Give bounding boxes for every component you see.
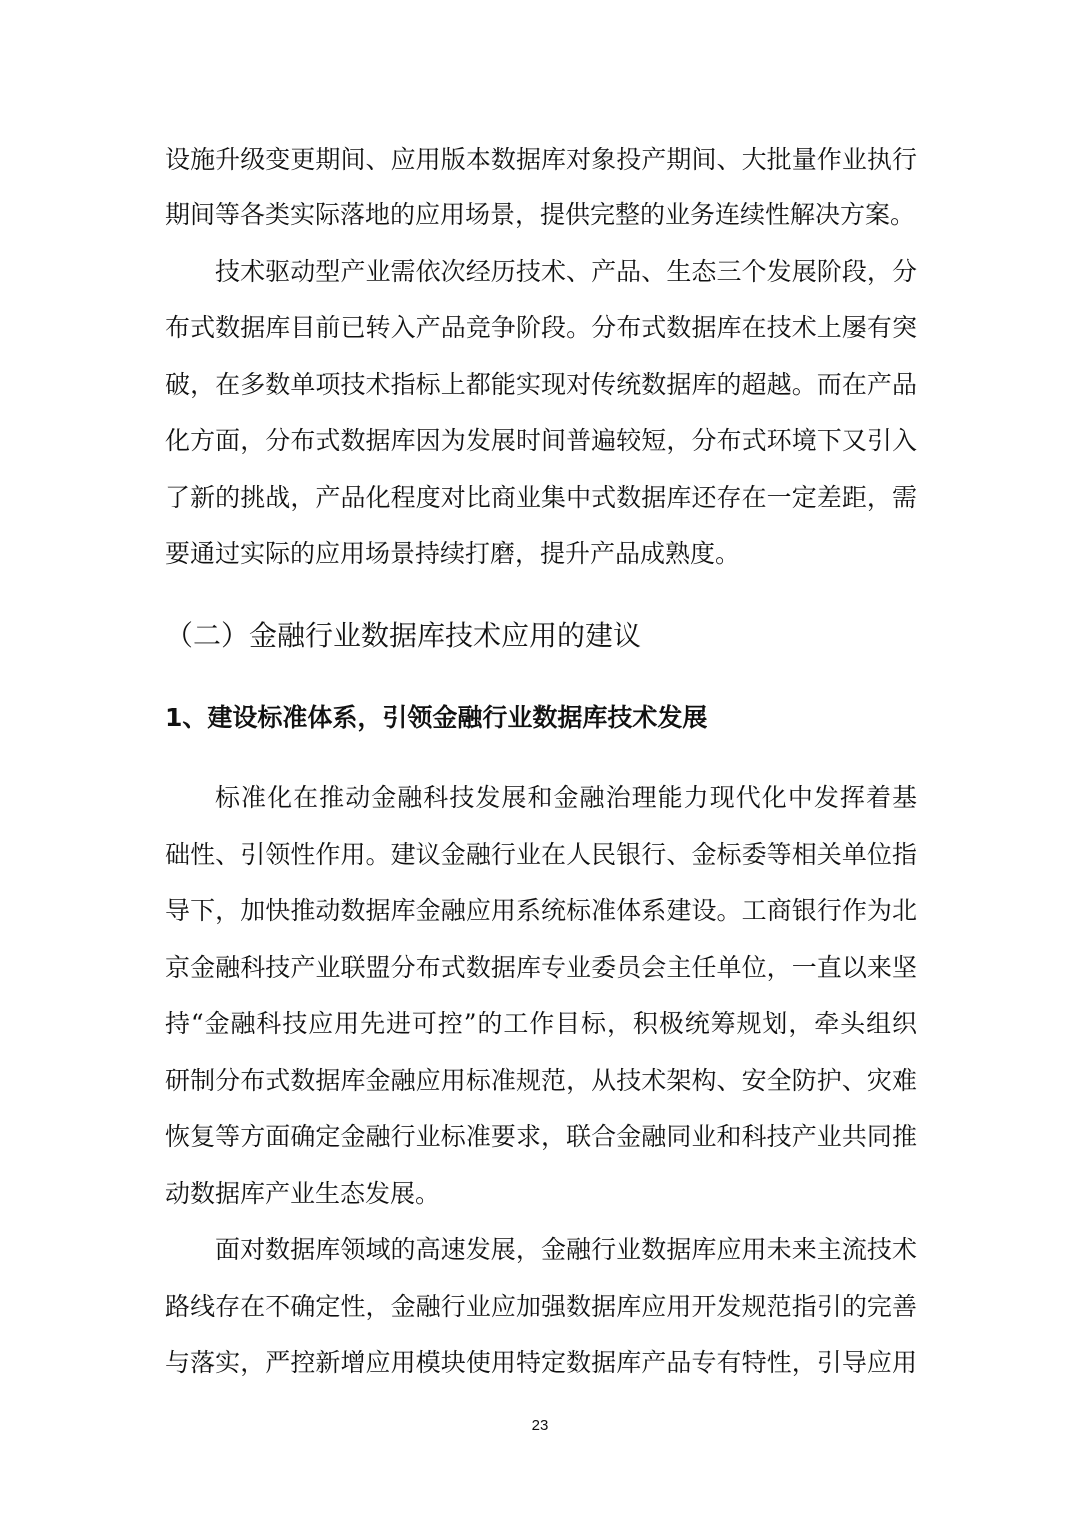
paragraph-line: 面对数据库领域的高速发展，金融行业数据库应用未来主流技术 xyxy=(215,1235,917,1264)
paragraph-line: 导下，加快推动数据库金融应用系统标准体系建设。工商银行作为北 xyxy=(165,896,917,925)
section-heading: （二）金融行业数据库技术应用的建议 xyxy=(165,619,642,652)
paragraph-line: 动数据库产业生态发展。 xyxy=(165,1179,441,1208)
paragraph-line: 京金融科技产业联盟分布式数据库专业委员会主任单位，一直以来坚 xyxy=(165,953,917,982)
subsection-heading: 1、建设标准体系，引领金融行业数据库技术发展 xyxy=(165,703,708,732)
page-number: 23 xyxy=(531,1417,549,1434)
paragraph-line: 布式数据库目前已转入产品竞争阶段。分布式数据库在技术上屡有突 xyxy=(165,313,917,342)
paragraph-line: 恢复等方面确定金融行业标准要求，联合金融同业和科技产业共同推 xyxy=(165,1122,917,1151)
paragraph-line: 要通过实际的应用场景持续打磨，提升产品成熟度。 xyxy=(165,539,741,568)
paragraph-line: 破，在多数单项技术指标上都能实现对传统数据库的超越。而在产品 xyxy=(165,370,917,399)
paragraph-line: 持“金融科技应用先进可控”的工作目标，积极统筹规划，牵头组织 xyxy=(165,1009,917,1038)
paragraph-line: 路线存在不确定性，金融行业应加强数据库应用开发规范指引的完善 xyxy=(165,1292,917,1321)
paragraph-line: 化方面，分布式数据库因为发展时间普遍较短，分布式环境下又引入 xyxy=(165,426,917,455)
paragraph-line: 设施升级变更期间、应用版本数据库对象投产期间、大批量作业执行 xyxy=(165,145,917,174)
paragraph-line: 技术驱动型产业需依次经历技术、产品、生态三个发展阶段，分 xyxy=(215,257,917,286)
paragraph-line: 期间等各类实际落地的应用场景，提供完整的业务连续性解决方案。 xyxy=(165,200,916,229)
paragraph-line: 标准化在推动金融科技发展和金融治理能力现代化中发挥着基 xyxy=(215,783,917,812)
paragraph-line: 与落实，严控新增应用模块使用特定数据库产品专有特性，引导应用 xyxy=(165,1348,917,1377)
paragraph-line: 础性、引领性作用。建议金融行业在人民银行、金标委等相关单位指 xyxy=(165,840,917,869)
paragraph-line: 了新的挑战，产品化程度对比商业集中式数据库还存在一定差距，需 xyxy=(165,483,917,512)
paragraph-line: 研制分布式数据库金融应用标准规范，从技术架构、安全防护、灾难 xyxy=(165,1066,917,1095)
